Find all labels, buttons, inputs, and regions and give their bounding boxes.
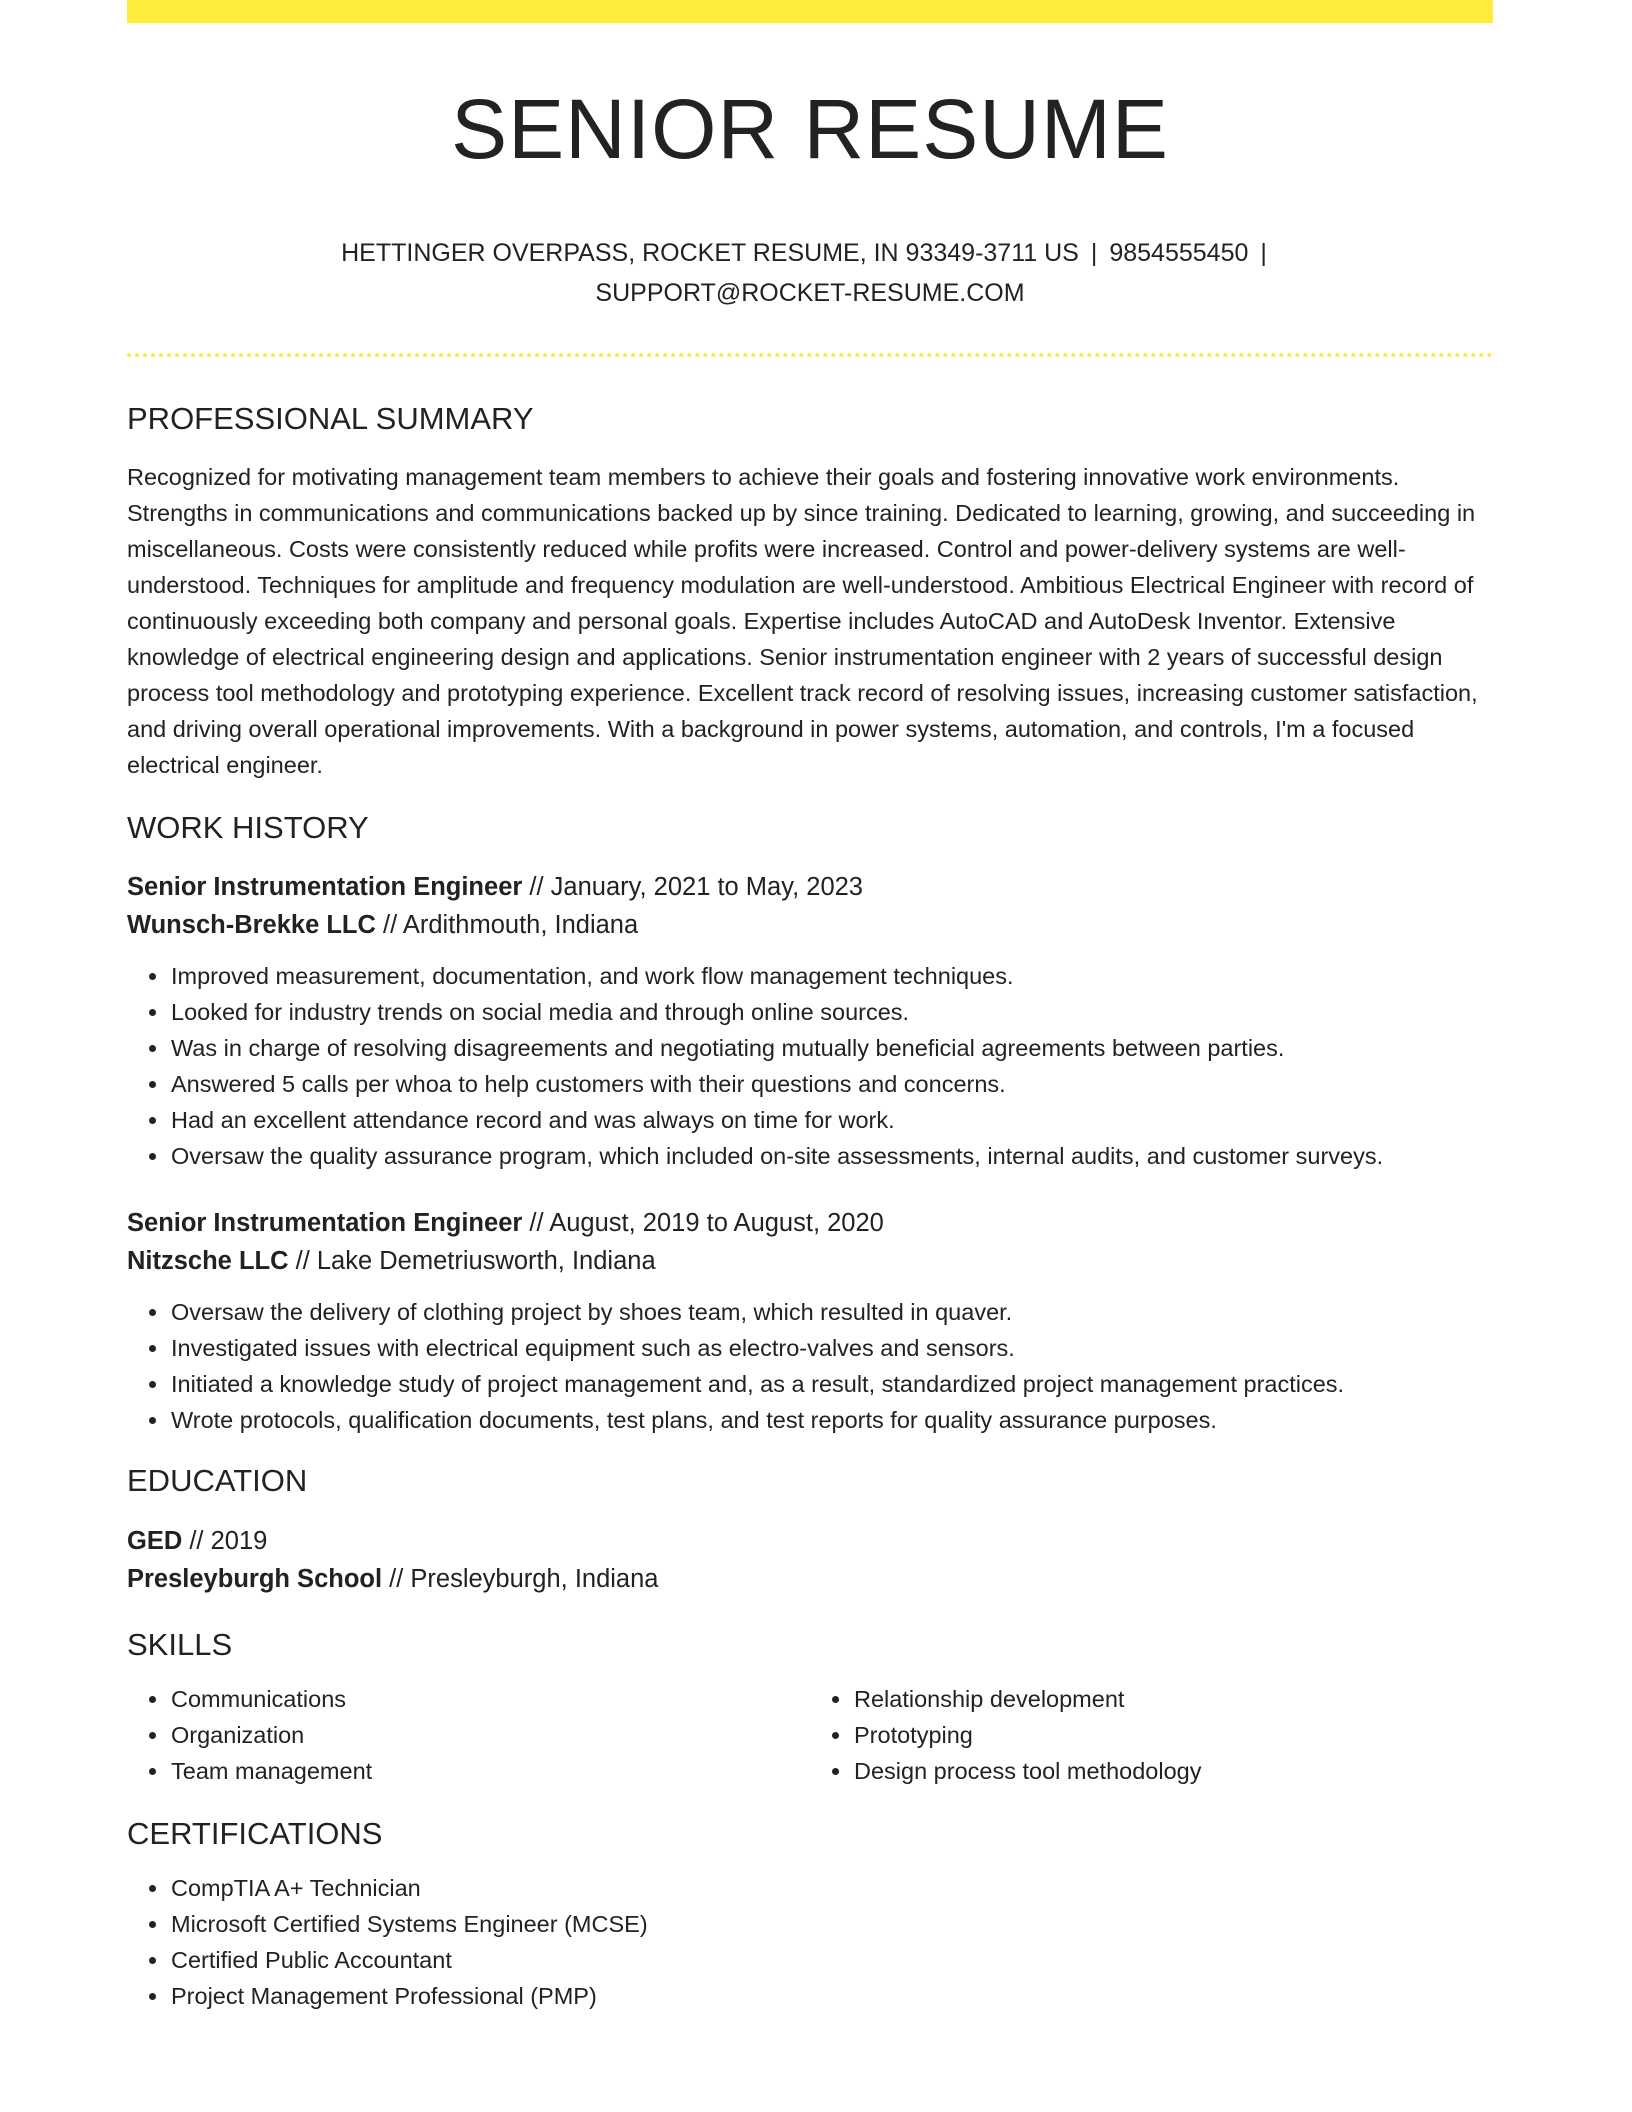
skills-list-right [810,1681,1493,1789]
list-item: • Had an excellent attendance record and was always on time for work. [170,1102,1493,1138]
job-company-line [127,906,1493,944]
education-year: // 2019 [182,1526,268,1555]
skills-list-left [127,1681,810,1789]
list-item: • Design process tool methodology [853,1753,1493,1789]
list-item: • Investigated issues with electrical equipment such as electro-valves and sensors. [170,1330,1493,1366]
section-title-work-history: WORK HISTORY [127,810,369,846]
job-company: Wunsch-Brekke LLC [127,911,376,940]
education-location: // Presleyburgh, Indiana [382,1564,659,1593]
job-role: Senior Instrumentation Engineer [127,1209,523,1238]
summary-text: Recognized for motivating management team members to achieve their goals and fostering innovative work environments. Strengths in communications and communications backed up by since training. Dedicated to learning, growing, and succeeding in miscellaneous. Costs were consistently reduced while profits were increased. Control and power-delivery systems are well-understood. Techniques for amplitude and frequency modulation are well-understood. Ambitious Electrical Engineer with record of continuously exceeding both company and personal goals. Expertise includes AutoCAD and AutoDesk Inventor. Extensive knowledge of electrical engineering design and applications. Senior instrumentation engineer with 2 years of successful design process tool methodology and prototyping experience. Excellent track record of resolving issues, increasing customer satisfaction, and driving overall operational improvements. With a background in power systems, automation, and controls, I'm a focused electrical engineer. [127,464,1478,779]
job-role: Senior Instrumentation Engineer [127,873,523,902]
contact-separator: | [1090,239,1098,267]
list-item: • Team management [170,1753,810,1789]
job-role-line [127,868,1493,906]
accent-top-bar [127,0,1493,23]
skills-columns [127,1681,1493,1789]
education-degree: GED [127,1526,183,1555]
education-degree-line [127,1522,1493,1560]
job-entry [127,868,1493,1174]
section-title-skills: SKILLS [127,1626,233,1662]
list-item: • Project Management Professional (PMP) [170,1978,1493,2014]
section-title-education: EDUCATION [127,1463,308,1499]
list-item: • Looked for industry trends on social media and through online sources. [170,994,1493,1030]
education-school: Presleyburgh School [127,1564,383,1593]
resume-page [127,0,1493,2014]
list-item: • CompTIA A+ Technician [170,1870,1493,1906]
job-location: // Lake Demetriusworth, Indiana [288,1247,656,1276]
dotted-divider [127,353,1493,357]
list-item: • Organization [170,1717,810,1753]
education-entry [127,1522,1493,1598]
job-company: Nitzsche LLC [127,1247,289,1276]
contact-separator: | [1260,239,1267,267]
list-item: • Relationship development [853,1681,1493,1717]
job-entry [127,1204,1493,1438]
job-company-line [127,1242,1493,1280]
resume-name: SENIOR RESUME [451,82,1169,176]
job-dates: // January, 2021 to May, 2023 [522,873,863,902]
contact-email: SUPPORT@ROCKET-RESUME.COM [595,279,1025,307]
contact-address: HETTINGER OVERPASS, ROCKET RESUME, IN 93349-3711 US [341,239,1079,267]
job-location: // Ardithmouth, Indiana [375,911,639,940]
list-item: • Communications [170,1681,810,1717]
list-item: • Was in charge of resolving disagreements and negotiating mutually beneficial agreements between parties. [170,1030,1493,1066]
list-item: • Wrote protocols, qualification documents, test plans, and test reports for quality assurance purposes. [170,1402,1493,1438]
job-dates: // August, 2019 to August, 2020 [522,1209,884,1238]
job-bullets [127,958,1493,1174]
list-item: • Initiated a knowledge study of project management and, as a result, standardized project management practices. [170,1366,1493,1402]
section-title-certifications: CERTIFICATIONS [127,1815,383,1851]
section-title-summary: PROFESSIONAL SUMMARY [127,401,534,436]
list-item: • Answered 5 calls per whoa to help customers with their questions and concerns. [170,1066,1493,1102]
list-item: • Oversaw the quality assurance program, which included on-site assessments, internal audits, and customer surveys. [170,1138,1493,1174]
list-item: • Prototyping [853,1717,1493,1753]
job-role-line [127,1204,1493,1242]
list-item: • Microsoft Certified Systems Engineer (MCSE) [170,1906,1493,1942]
list-item: • Certified Public Accountant [170,1942,1493,1978]
job-bullets [127,1294,1493,1438]
list-item: • Improved measurement, documentation, and work flow management techniques. [170,958,1493,994]
education-school-line [127,1560,1493,1598]
contact-phone: 9854555450 [1109,239,1249,267]
list-item: • Oversaw the delivery of clothing project by shoes team, which resulted in quaver. [170,1294,1493,1330]
contact-info [127,233,1493,313]
certifications-list [127,1870,1493,2014]
